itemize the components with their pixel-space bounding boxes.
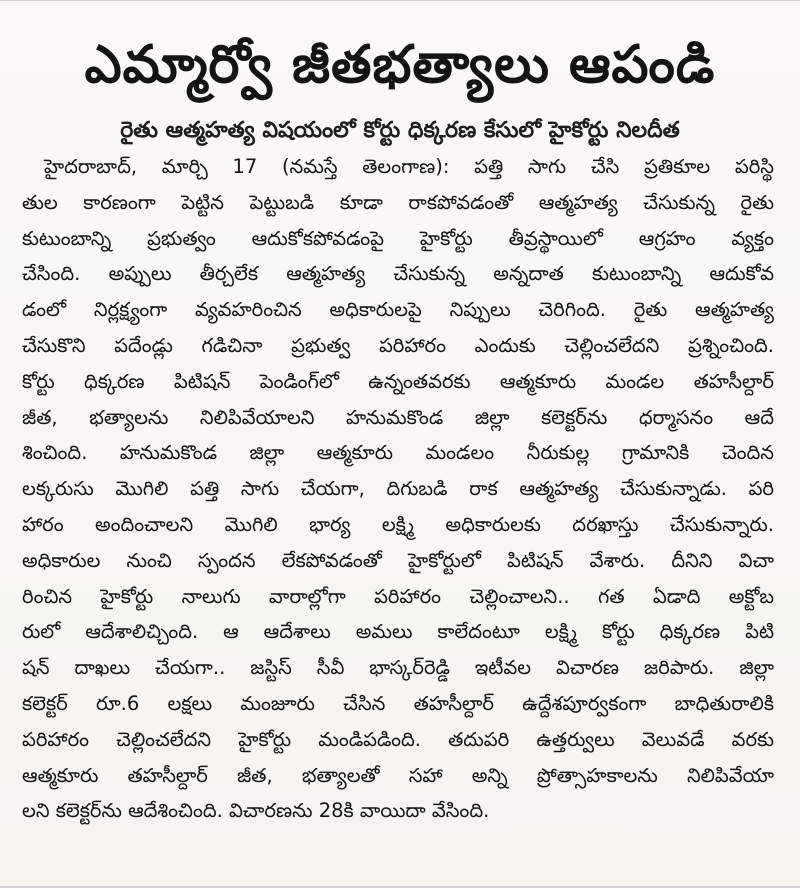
article-body-line: పరిహారం చెల్లించలేదని హైకోర్టు మండిపడింది. తదుపరి ఉత్తర్వులు వెలువడే వరకు xyxy=(22,727,774,751)
article-body-line: జీత, భత్యాలను నిలిపివేయాలని హనుమకొండ జిల్లా కలెక్టర్‌ను ధర్మాసనం ఆదే xyxy=(22,405,774,429)
article-body-line: చేసింది. అప్పులు తీర్చలేక ఆత్మహత్య చేసుకున్న అన్నదాత కుటుంబాన్ని ఆదుకోవ xyxy=(22,262,774,286)
article-body-line: అధికారుల నుంచి స్పందన లేకపోవడంతో హైకోర్టులో పిటిషన్ వేశారు. దీనిని విచా xyxy=(22,548,774,572)
article-body-line: శించింది. హనుమకొండ జిల్లా ఆత్మకూరు మండలం నీరుకుల్ల గ్రామానికి చెందిన xyxy=(22,441,774,465)
article-body-line: హారం అందించాలని మొగిలి భార్య లక్ష్మి అధికారులకు దరఖాస్తు చేసుకున్నారు. xyxy=(22,512,774,536)
article-body xyxy=(22,149,774,829)
article-body-line: కలెక్టర్ రూ.6 లక్షలు మంజూరు చేసిన తహసీల్దార్ ఉద్దేశపూర్వకంగా బాధితురాలికి xyxy=(22,691,774,715)
article-body-line: లని కలెక్టర్‌ను ఆదేశించింది. విచారణను 28కి వాయిదా వేసింది. xyxy=(22,799,490,823)
article-body-line: హైదరాబాద్, మార్చి 17 (నమస్తే తెలంగాణ): పత్తి సాగు చేసి ప్రతికూల పరిస్థి xyxy=(44,155,774,178)
article-body-line: షన్ దాఖలు చేయగా.. జస్టిస్ సీవీ భాస్కర్‌రెడ్డి ఇటీవల విచారణ జరిపారు. జిల్లా xyxy=(22,656,774,680)
article-body-line: లక్కరుసు మొగిలి పత్తి సాగు చేయగా, దిగుబడి రాక ఆత్మహత్య చేసుకున్నాడు. పరి xyxy=(22,477,774,501)
article-subheading: రైతు ఆత్మహత్య విషయంలో కోర్టు ధిక్కరణ కేసులో హైకోర్టు నిలదీత xyxy=(120,118,680,143)
article-body-line: చేసుకొని పదేండ్లు గడిచినా ప్రభుత్వ పరిహారం ఎందుకు చెల్లించలేదని ప్రశ్నించింది. xyxy=(22,333,774,357)
article-body-line: తుల కారణంగా పెట్టిన పెట్టుబడి కూడా రాకపోవడంతో ఆత్మహత్య చేసుకున్న రైతు xyxy=(22,190,774,214)
article-body-line: డంలో నిర్లక్ష్యంగా వ్యవహరించిన అధికారులపై నిప్పులు చెరిగింది. రైతు ఆత్మహత్య xyxy=(22,298,774,322)
article-headline: ఎమ్మార్వో జీతభత్యాలు ఆపండి xyxy=(84,35,716,95)
article-body-line: రించిన హైకోర్టు నాలుగు వారాల్లోగా పరిహారం చెల్లించాలని.. గత ఏడాది అక్టోబ xyxy=(22,584,774,608)
article-body-line: ఆత్మకూరు తహసీల్దార్ జీత, భత్యాలతో సహా అన్ని ప్రోత్సాహకాలను నిలిపివేయా xyxy=(22,763,774,787)
article-body-line: రులో ఆదేశాలిచ్చింది. ఆ ఆదేశాలు అమలు కాలేదంటూ లక్ష్మి కోర్టు ధిక్కరణ పిటి xyxy=(22,620,774,644)
article-body-line: కోర్టు ధిక్కరణ పిటిషన్ పెండింగ్‌లో ఉన్నంతవరకు ఆత్మకూరు మండల తహసీల్దార్ xyxy=(22,369,774,393)
article-body-line: కుటుంబాన్ని ప్రభుత్వం ఆదుకోకపోవడంపై హైకోర్టు తీవ్రస్థాయిలో ఆగ్రహం వ్యక్తం xyxy=(22,226,774,250)
